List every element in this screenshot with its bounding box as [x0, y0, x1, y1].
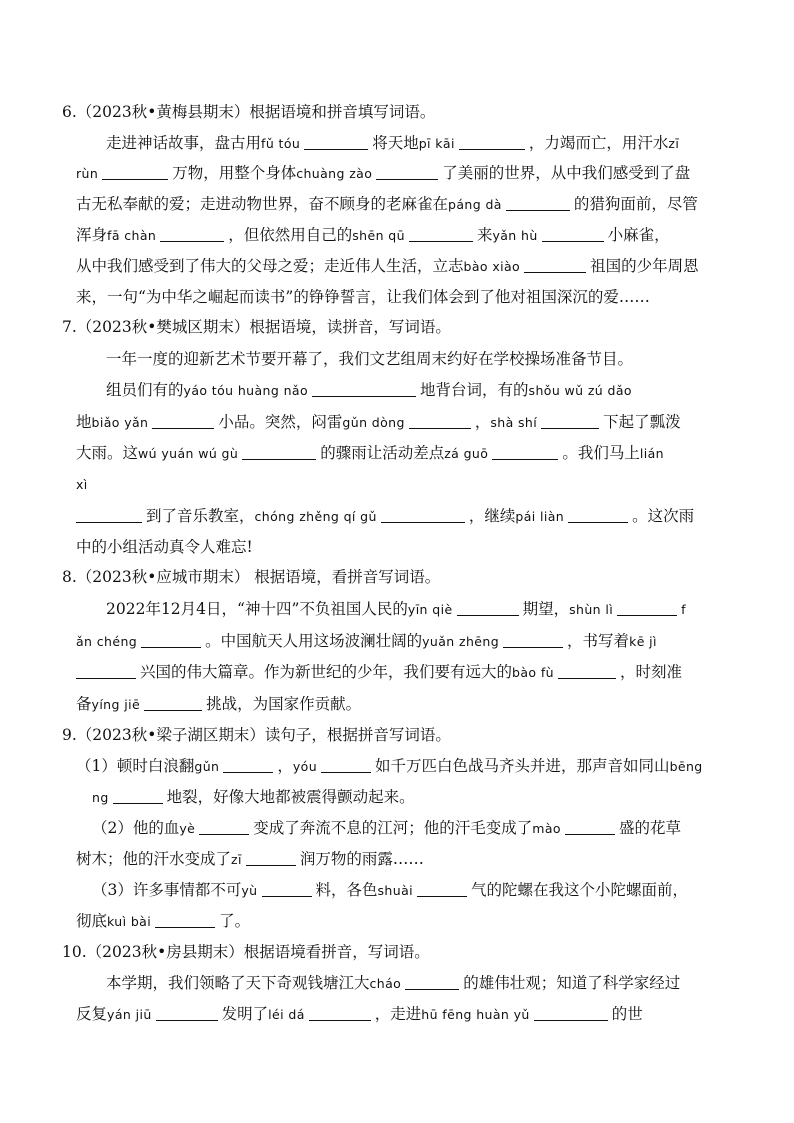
- q7-line-2: 组员们有的yáo tóu huàng nǎo 地背台词，有的shǒu wǔ zú dǎo: [106, 381, 632, 399]
- answer-blank[interactable]: [568, 508, 628, 523]
- q6-line-3: 古无私奉献的爱；走进动物世界，奋不顾身的老麻雀在páng dà 的猎狗面前，尽管: [76, 195, 698, 213]
- q6-line-6: 来，一句“为中华之崛起而读书”的铮铮誓言，让我们体会到了他对祖国深沉的爱……: [76, 288, 650, 306]
- answer-blank[interactable]: [76, 508, 142, 523]
- q6-line-2: rùn 万物，用整个身体chuàng zào 了美丽的世界，从中我们感受到了盘: [76, 164, 691, 182]
- q9-s3-line-1: （3）许多事情都不可yù 料，各色shuài 气的陀螺在我这个小陀螺面前，: [92, 881, 689, 899]
- answer-blank[interactable]: [155, 913, 215, 928]
- q8-line-3: 兴国的伟大篇章。作为新世纪的少年，我们要有远大的bào fù ，时刻准: [76, 662, 682, 683]
- q9-s1-line-2: ng 地裂，好像大地都被震得颤动起来。: [92, 788, 415, 806]
- answer-blank[interactable]: [459, 135, 525, 150]
- q9-s3-line-2: 彻底kuì bài 了。: [76, 912, 251, 930]
- q7-line-7: 中的小组活动真令人难忘!: [76, 538, 253, 556]
- answer-blank[interactable]: [541, 414, 599, 429]
- q7-line-3: 地biǎo yǎn 小品。突然，闷雷gǔn dòng ，shà shí 下起了瓢泼: [76, 413, 681, 431]
- q10-line-1: 本学期，我们领略了天下奇观钱塘江大cháo 的雄伟壮观；知道了科学家经过: [106, 974, 681, 992]
- answer-blank[interactable]: [76, 664, 136, 679]
- q8-line-4: 备yíng jiē 挑战，为国家作贡献。: [76, 695, 362, 713]
- q10-line-2: 反复yán jiū 发明了léi dá ，走进hū fēng huàn yǔ 的世: [76, 1005, 643, 1023]
- answer-blank[interactable]: [409, 227, 473, 242]
- q10-heading: 10.（2023秋•房县期末）根据语境看拼音，写词语。: [62, 943, 430, 961]
- q7-heading: 7.（2023秋•樊城区期末）根据语境，读拼音，写词语。: [62, 318, 451, 336]
- answer-blank[interactable]: [223, 758, 273, 773]
- q9-s2-line-1: （2）他的血yè 变成了奔流不息的江河；他的汗毛变成了mào 盛的花草: [92, 819, 681, 837]
- q9-s1-line-1: （1）顿时白浪翻gǔn ，yóu 如千万匹白色战马齐头并进，那声音如同山bēng: [76, 757, 703, 775]
- answer-blank[interactable]: [376, 165, 438, 180]
- answer-blank[interactable]: [558, 664, 616, 679]
- q6-heading: 6.（2023秋•黄梅县期末）根据语境和拼音填写词语。: [62, 103, 436, 121]
- answer-blank[interactable]: [534, 1006, 608, 1021]
- answer-blank[interactable]: [160, 227, 224, 242]
- answer-blank[interactable]: [152, 414, 214, 429]
- answer-blank[interactable]: [503, 633, 563, 648]
- q6-line-4: 浑身fā chàn ，但依然用自己的shēn qū 来yǎn hù 小麻雀，: [76, 226, 670, 244]
- q8-line-1: 2022年12月4日，“神十四”不负祖国人民的yīn qiè 期望，shùn lì f: [106, 600, 686, 618]
- answer-blank[interactable]: [381, 508, 465, 523]
- answer-blank[interactable]: [309, 1006, 371, 1021]
- answer-blank[interactable]: [417, 882, 467, 897]
- answer-blank[interactable]: [246, 851, 296, 866]
- answer-blank[interactable]: [102, 165, 168, 180]
- answer-blank[interactable]: [113, 789, 163, 804]
- answer-blank[interactable]: [405, 975, 459, 990]
- answer-blank[interactable]: [144, 696, 202, 711]
- q7-line-1: 一年一度的迎新艺术节要开幕了，我们文艺组周末约好在学校操场准备节目。: [106, 350, 634, 368]
- q7-line-6: 到了音乐教室，chóng zhěng qí gǔ ，继续pái liàn 。这次雨: [76, 506, 694, 527]
- q8-line-2: ǎn chéng 。中国航天人用这场波澜壮阔的yuǎn zhēng ，书写着kē jì: [76, 632, 657, 650]
- q6-line-1: 走进神话故事，盘古用fǔ tóu 将天地pī kāi ，力竭而亡，用汗水zī: [106, 134, 680, 152]
- q9-heading: 9.（2023秋•梁子湖区期末）读句子，根据拼音写词语。: [62, 726, 451, 744]
- answer-blank[interactable]: [141, 633, 201, 648]
- q8-heading: 8.（2023秋•应城市期末） 根据语境，看拼音写词语。: [62, 568, 441, 586]
- answer-blank[interactable]: [506, 196, 570, 211]
- answer-blank[interactable]: [156, 1006, 218, 1021]
- answer-blank[interactable]: [321, 758, 371, 773]
- answer-blank[interactable]: [492, 445, 558, 460]
- answer-blank[interactable]: [312, 382, 416, 397]
- answer-blank[interactable]: [565, 820, 615, 835]
- answer-blank[interactable]: [542, 227, 604, 242]
- q9-s2-line-2: 树木；他的汗水变成了zī 润万物的雨露……: [76, 850, 424, 868]
- answer-blank[interactable]: [242, 445, 316, 460]
- q7-line-4: 大雨。这wú yuán wú gù 的骤雨让活动差点zá guō 。我们马上lián: [76, 444, 664, 462]
- answer-blank[interactable]: [262, 882, 312, 897]
- q7-line-5: xì: [76, 477, 88, 492]
- answer-blank[interactable]: [524, 258, 586, 273]
- answer-blank[interactable]: [617, 601, 677, 616]
- answer-blank[interactable]: [409, 414, 471, 429]
- q6-line-5: 从中我们感受到了伟大的父母之爱；走近伟人生活，立志bào xiào 祖国的少年周恩: [76, 257, 699, 275]
- answer-blank[interactable]: [199, 820, 249, 835]
- answer-blank[interactable]: [304, 135, 368, 150]
- answer-blank[interactable]: [457, 601, 519, 616]
